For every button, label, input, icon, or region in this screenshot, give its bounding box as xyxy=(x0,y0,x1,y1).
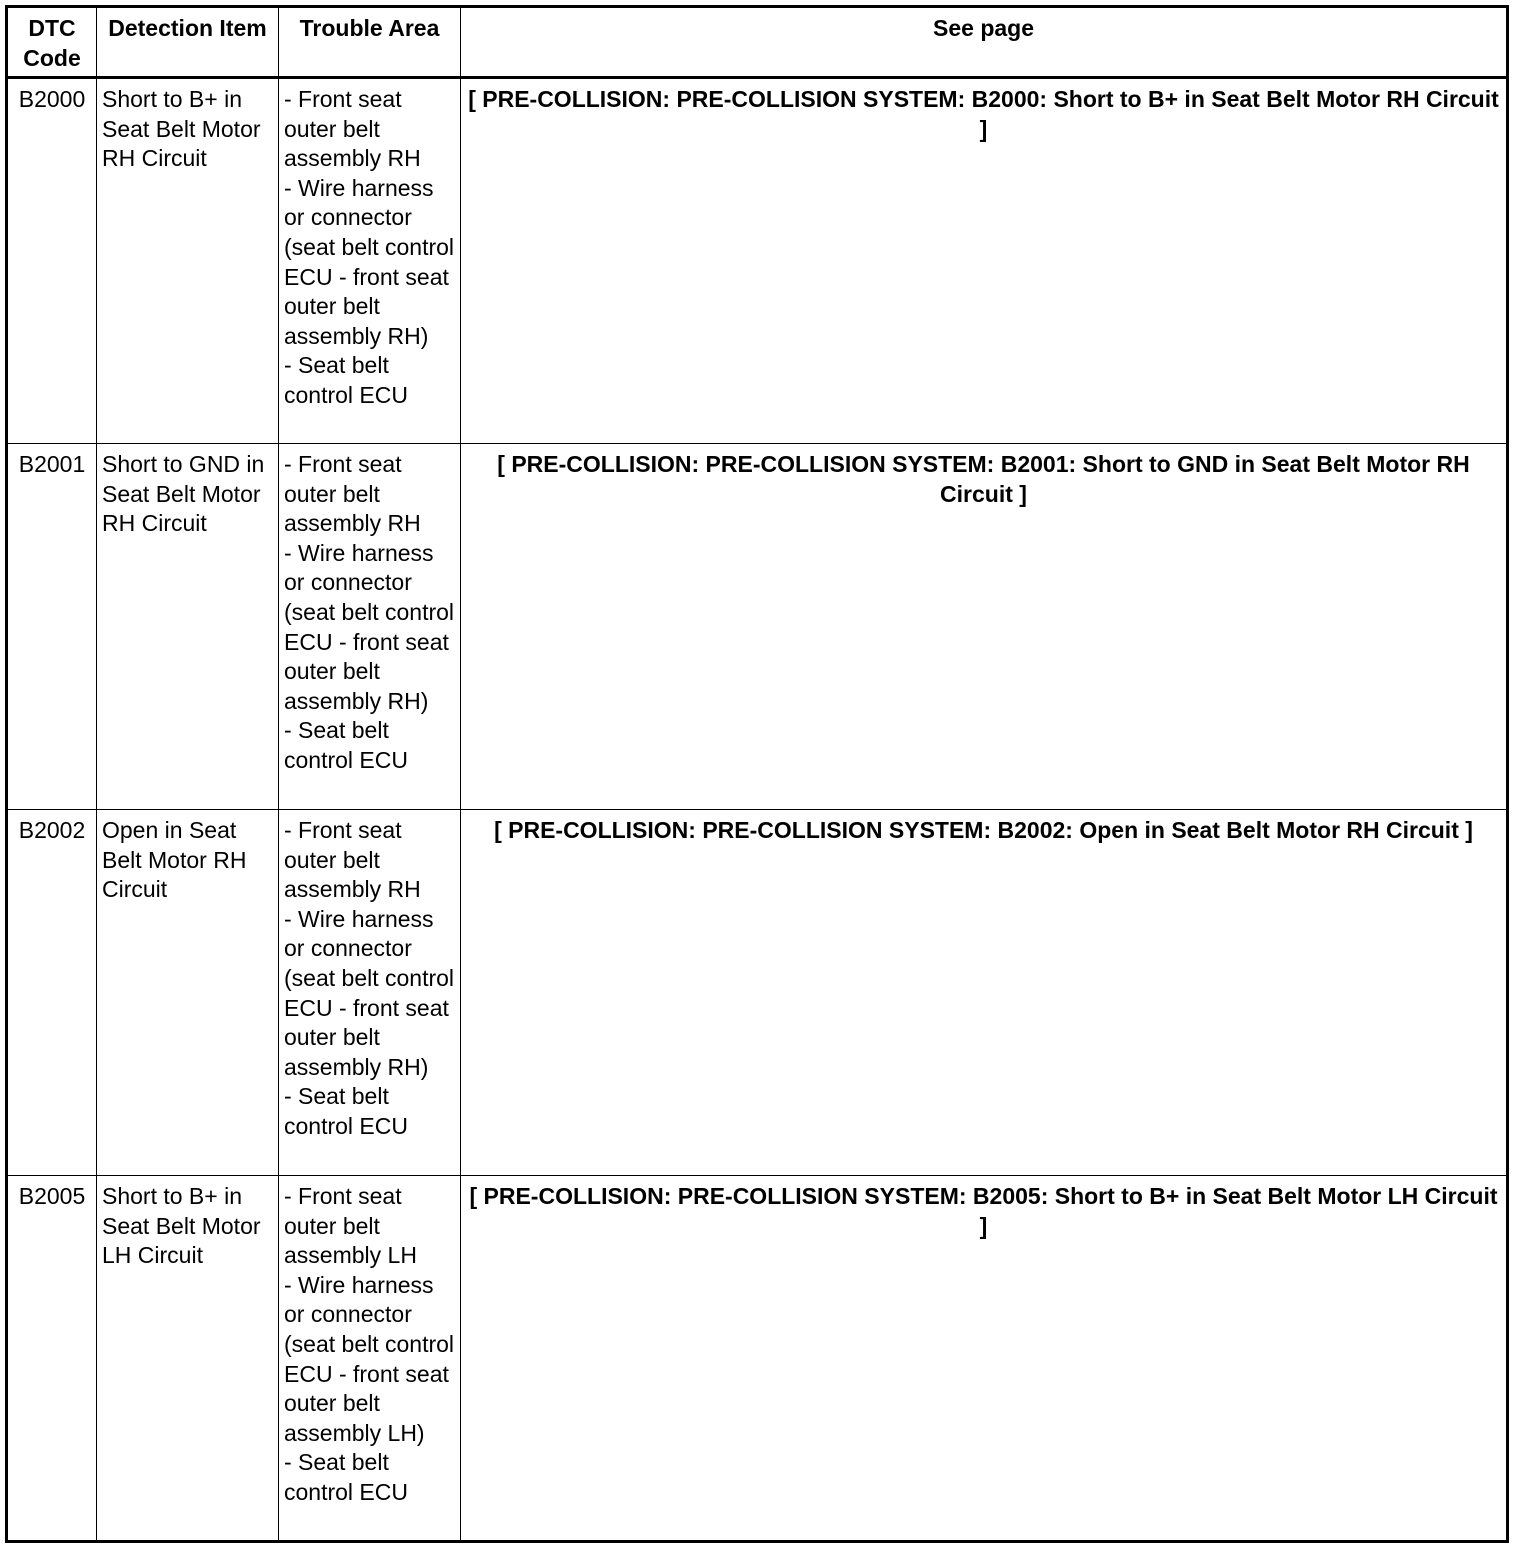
header-trouble-area: Trouble Area xyxy=(279,7,461,78)
dtc-table xyxy=(5,5,1509,1543)
header-detection-item: Detection Item xyxy=(97,7,279,78)
see-page-link[interactable]: [ PRE-COLLISION: PRE-COLLISION SYSTEM: B2000: Short to B+ in Seat Belt Motor RH Circuit ] xyxy=(461,78,1508,444)
see-page-link[interactable]: [ PRE-COLLISION: PRE-COLLISION SYSTEM: B2001: Short to GND in Seat Belt Motor RH Circuit ] xyxy=(461,444,1508,810)
trouble-area-line: - Front seat outer belt assembly RH xyxy=(284,451,421,537)
table-row xyxy=(7,78,1508,444)
trouble-area-cell xyxy=(279,810,461,1176)
trouble-area-line: - Wire harness or connector (seat belt control ECU - front seat outer belt assembly RH) xyxy=(284,174,455,349)
trouble-area-line: - Wire harness or connector (seat belt control ECU - front seat outer belt assembly RH) xyxy=(284,905,455,1080)
trouble-area-line: - Seat belt control ECU xyxy=(284,352,408,408)
trouble-area-line: - Seat belt control ECU xyxy=(284,1083,408,1139)
dtc-code-cell: B2002 xyxy=(7,810,97,1176)
trouble-area-line: - Seat belt control ECU xyxy=(284,717,408,773)
trouble-area-line: - Front seat outer belt assembly RH xyxy=(284,817,421,903)
trouble-area-line: - Wire harness or connector (seat belt control ECU - front seat outer belt assembly LH) xyxy=(284,1271,455,1446)
header-see-page: See page xyxy=(461,7,1508,78)
dtc-code-cell: B2001 xyxy=(7,444,97,810)
trouble-area-line: - Front seat outer belt assembly LH xyxy=(284,1183,417,1269)
trouble-area-cell xyxy=(279,78,461,444)
table-header-row xyxy=(7,7,1508,78)
detection-item-cell: Short to B+ in Seat Belt Motor RH Circuit xyxy=(97,78,279,444)
trouble-area-line: - Seat belt control ECU xyxy=(284,1449,408,1505)
see-page-link[interactable]: [ PRE-COLLISION: PRE-COLLISION SYSTEM: B2002: Open in Seat Belt Motor RH Circuit ] xyxy=(461,810,1508,1176)
table-row xyxy=(7,444,1508,810)
trouble-area-line: - Front seat outer belt assembly RH xyxy=(284,86,421,172)
header-dtc-code: DTC Code xyxy=(7,7,97,78)
trouble-area-cell xyxy=(279,444,461,810)
table-row xyxy=(7,1176,1508,1542)
detection-item-cell: Open in Seat Belt Motor RH Circuit xyxy=(97,810,279,1176)
dtc-code-cell: B2005 xyxy=(7,1176,97,1542)
detection-item-cell: Short to GND in Seat Belt Motor RH Circuit xyxy=(97,444,279,810)
trouble-area-cell xyxy=(279,1176,461,1542)
detection-item-cell: Short to B+ in Seat Belt Motor LH Circuit xyxy=(97,1176,279,1542)
table-row xyxy=(7,810,1508,1176)
dtc-code-cell: B2000 xyxy=(7,78,97,444)
see-page-link[interactable]: [ PRE-COLLISION: PRE-COLLISION SYSTEM: B2005: Short to B+ in Seat Belt Motor LH Circuit ] xyxy=(461,1176,1508,1542)
trouble-area-line: - Wire harness or connector (seat belt control ECU - front seat outer belt assembly RH) xyxy=(284,539,455,714)
